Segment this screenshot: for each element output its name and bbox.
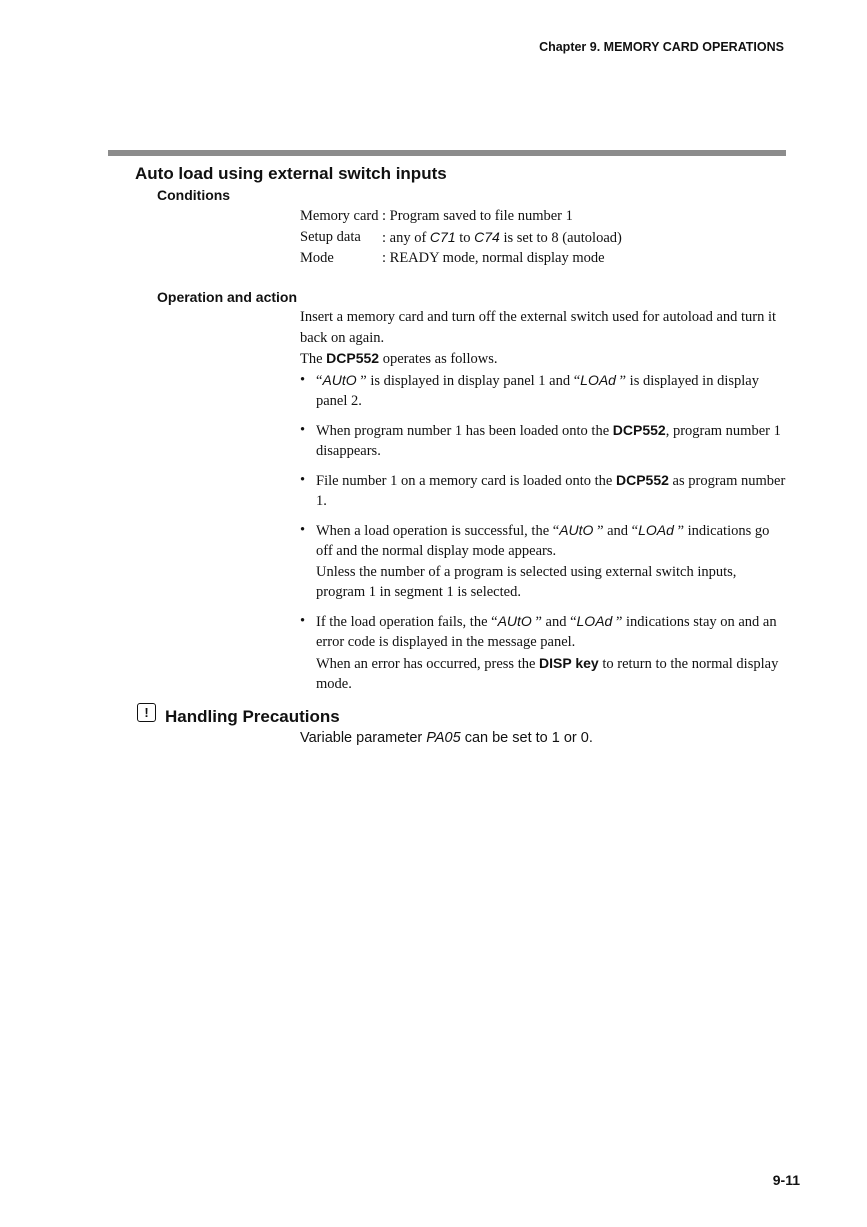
running-header: Chapter 9. MEMORY CARD OPERATIONS xyxy=(539,40,784,54)
bullet-glyph: • xyxy=(300,471,306,488)
display-text-auto: AUtO xyxy=(322,371,357,388)
operation-dcp-line xyxy=(300,348,786,370)
model-name: DCP552 xyxy=(612,421,666,438)
operation-bullets xyxy=(300,370,786,695)
condition-row-setup-data xyxy=(300,227,622,249)
section-title: Auto load using external switch inputs xyxy=(135,164,447,183)
text-fragment: as program number 1. xyxy=(316,472,786,509)
text-fragment: If the load operation fails, the “ xyxy=(316,613,498,630)
text-fragment: ” and “ xyxy=(531,613,577,630)
text-fragment: When an error has occurred, press the xyxy=(316,655,540,672)
bullet-item xyxy=(300,520,786,603)
bullet-glyph: • xyxy=(300,421,306,438)
condition-value-pre: : any of xyxy=(382,229,430,246)
bullet-item xyxy=(300,420,786,462)
setup-code-c74: C74 xyxy=(474,228,500,245)
display-text-load: LOAd xyxy=(576,612,613,629)
bullet-glyph: • xyxy=(300,612,306,629)
text-fragment: ” indications go off and the normal display mode appears. xyxy=(316,522,770,559)
display-text-auto: AUtO xyxy=(559,521,594,538)
condition-row-memory-card xyxy=(300,206,622,227)
text-fragment: ” and “ xyxy=(593,522,639,539)
text-fragment: ” is displayed in display panel 2. xyxy=(316,372,759,409)
text-fragment: , program number 1 disappears. xyxy=(316,422,781,459)
operation-intro: Insert a memory card and turn off the external switch used for autoload and turn it back on again. xyxy=(300,309,777,346)
text-fragment: ” is displayed in display panel 1 and “ xyxy=(356,372,581,389)
condition-value: : Program saved to file number 1 xyxy=(382,208,573,224)
condition-key: Setup data xyxy=(300,228,361,245)
precautions-text xyxy=(300,730,593,746)
operation-body xyxy=(300,307,786,703)
display-text-load: LOAd xyxy=(580,371,616,388)
condition-value-post: is set to 8 (autoload) xyxy=(499,229,622,246)
text-fragment: File number 1 on a memory card is loaded onto the xyxy=(316,472,616,489)
conditions-heading: Conditions xyxy=(157,187,231,203)
bullet-item xyxy=(300,370,786,412)
page-number: 9-11 xyxy=(772,1172,800,1188)
condition-row-mode xyxy=(300,248,622,269)
text-fragment: When a load operation is successful, the “ xyxy=(316,522,560,539)
model-name: DCP552 xyxy=(616,471,669,488)
exclamation-box-icon: ! xyxy=(137,703,156,722)
bullet-glyph: • xyxy=(300,521,306,538)
condition-value-mid: to xyxy=(455,229,475,246)
setup-code-c71: C71 xyxy=(429,228,456,245)
text-fragment: Unless the number of a program is selected using external switch inputs, program 1 in segment 1 is selected. xyxy=(316,563,737,600)
text-fragment: to return to the normal display mode. xyxy=(316,655,779,692)
conditions-table xyxy=(300,206,622,269)
handling-precautions-heading: Handling Precautions xyxy=(165,707,340,726)
text-fragment: When program number 1 has been loaded onto the xyxy=(316,422,613,439)
parameter-name: PA05 xyxy=(426,730,461,746)
text-fragment: ” indications stay on and an error code is displayed in the message panel. xyxy=(316,613,777,650)
bullet-glyph: • xyxy=(300,371,306,388)
section-rule xyxy=(108,150,786,156)
condition-key: Mode xyxy=(300,250,334,266)
bullet-item xyxy=(300,470,786,512)
text-fragment: can be set to 1 or 0. xyxy=(460,730,593,746)
text-fragment: The xyxy=(300,351,327,367)
condition-value: : READY mode, normal display mode xyxy=(382,250,605,266)
condition-key: Memory card xyxy=(300,208,379,224)
model-name: DCP552 xyxy=(326,350,380,366)
display-text-auto: AUtO xyxy=(497,612,532,629)
operation-heading: Operation and action xyxy=(157,289,298,305)
text-fragment: Variable parameter xyxy=(300,730,427,746)
bullet-item xyxy=(300,611,786,695)
text-fragment: operates as follows. xyxy=(379,351,498,367)
disp-key-label: DISP key xyxy=(539,654,599,671)
display-text-load: LOAd xyxy=(638,521,674,538)
text-fragment: “ xyxy=(316,372,323,389)
